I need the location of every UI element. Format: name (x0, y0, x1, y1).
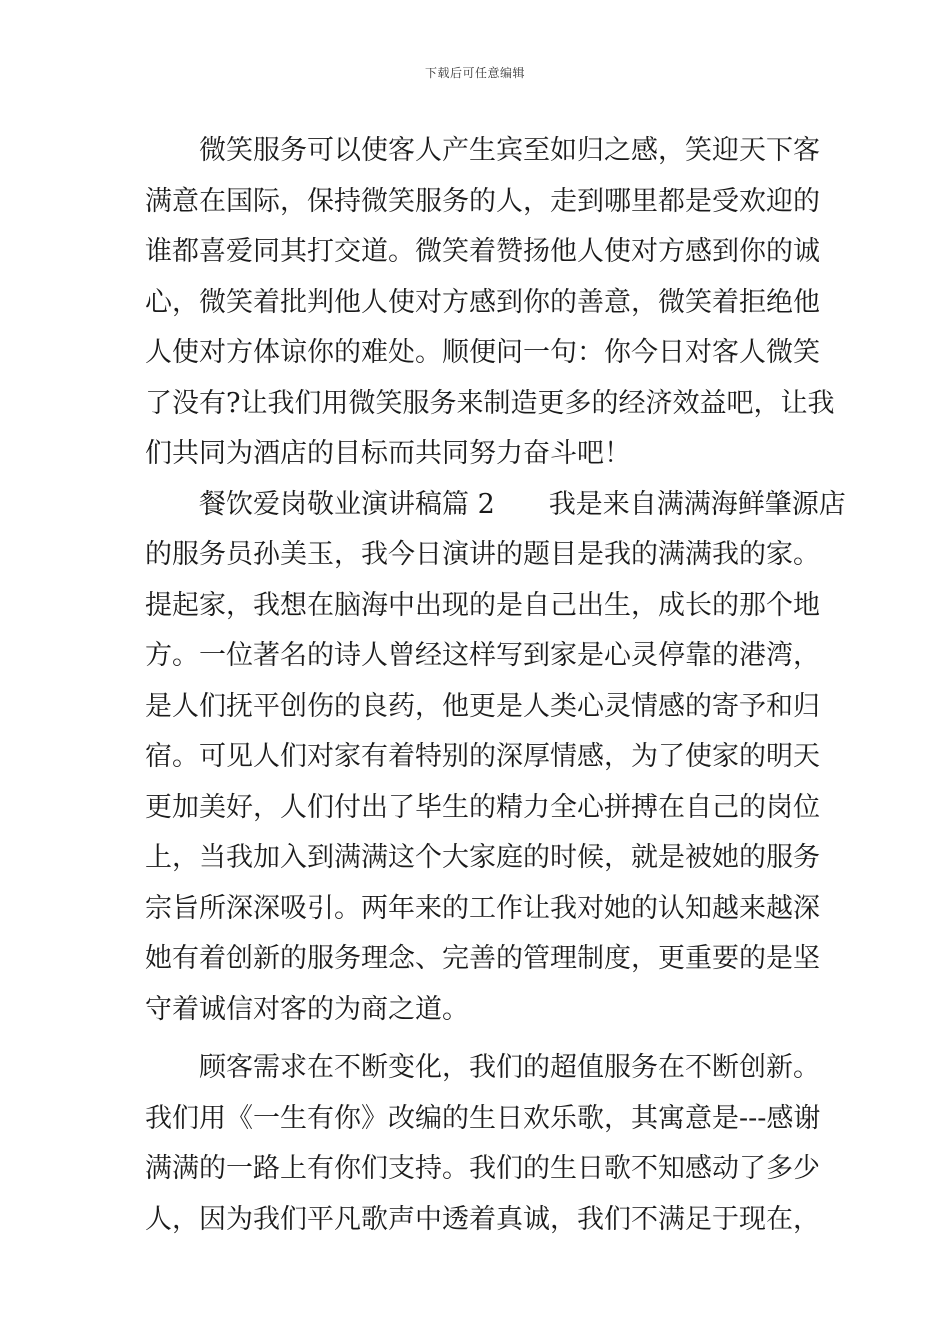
text-line: 微笑服务可以使客人产生宾至如归之感，笑迎天下客 (199, 135, 820, 166)
text-line: 是人们抚平创伤的良药，他更是人类心灵情感的寄予和归 (145, 690, 820, 722)
text-line: 宗旨所深深吸引。两年来的工作让我对她的认知越来越深 (145, 892, 820, 924)
text-line: 心，微笑着批判他人使对方感到你的善意，微笑着拒绝他 (145, 286, 820, 318)
page-header: 下载后可任意编辑 (424, 66, 525, 80)
text-line: 上，当我加入到满满这个大家庭的时候，就是被她的服务 (145, 842, 820, 873)
text-line: 满满的一路上有你们支持。我们的生日歌不知感动了多少 (145, 1153, 820, 1184)
text-line: 她有着创新的服务理念、完善的管理制度，更重要的是坚 (145, 943, 820, 974)
paragraph-1 (145, 126, 835, 480)
text-line: 宿。可见人们对家有着特别的深厚情感，为了使家的明天 (145, 741, 820, 772)
document-body (145, 126, 846, 1245)
paragraph-spacer (145, 1035, 810, 1043)
paragraph-3 (145, 1043, 821, 1245)
text-line: 谁都喜爱同其打交道。微笑着赞扬他人使对方感到你的诚 (145, 236, 820, 267)
text-line: 提起家，我想在脑海中出现的是自己出生，成长的那个地 (145, 589, 820, 621)
text-line: 满意在国际，保持微笑服务的人，走到哪里都是受欢迎的 (145, 185, 820, 217)
text-line: 更加美好，人们付出了毕生的精力全心拼搏在自己的岗位 (145, 791, 820, 823)
text-line: 了没有?让我们用微笑服务来制造更多的经济效益吧，让我 (145, 387, 835, 419)
text-line: 们共同为酒店的目标而共同努力奋斗吧！ (145, 438, 631, 469)
text-line: 我们用《一生有你》改编的生日欢乐歌，其寓意是---感谢 (145, 1102, 821, 1134)
text-line: 餐饮爱岗敬业演讲稿篇 2 我是来自满满海鲜肇源店 (199, 488, 846, 520)
text-line: 人，因为我们平凡歌声中透着真诚，我们不满足于现在， (145, 1203, 820, 1235)
text-line: 的服务员孙美玉，我今日演讲的题目是我的满满我的家。 (145, 539, 820, 570)
text-line: 方。一位著名的诗人曾经这样写到家是心灵停靠的港湾， (145, 640, 820, 671)
text-line: 守着诚信对客的为商之道。 (145, 993, 469, 1025)
text-line: 人使对方体谅你的难处。顺便问一句：你今日对客人微笑 (145, 337, 820, 368)
paragraph-2 (145, 480, 846, 1036)
text-line: 顾客需求在不断变化，我们的超值服务在不断创新。 (199, 1052, 820, 1083)
